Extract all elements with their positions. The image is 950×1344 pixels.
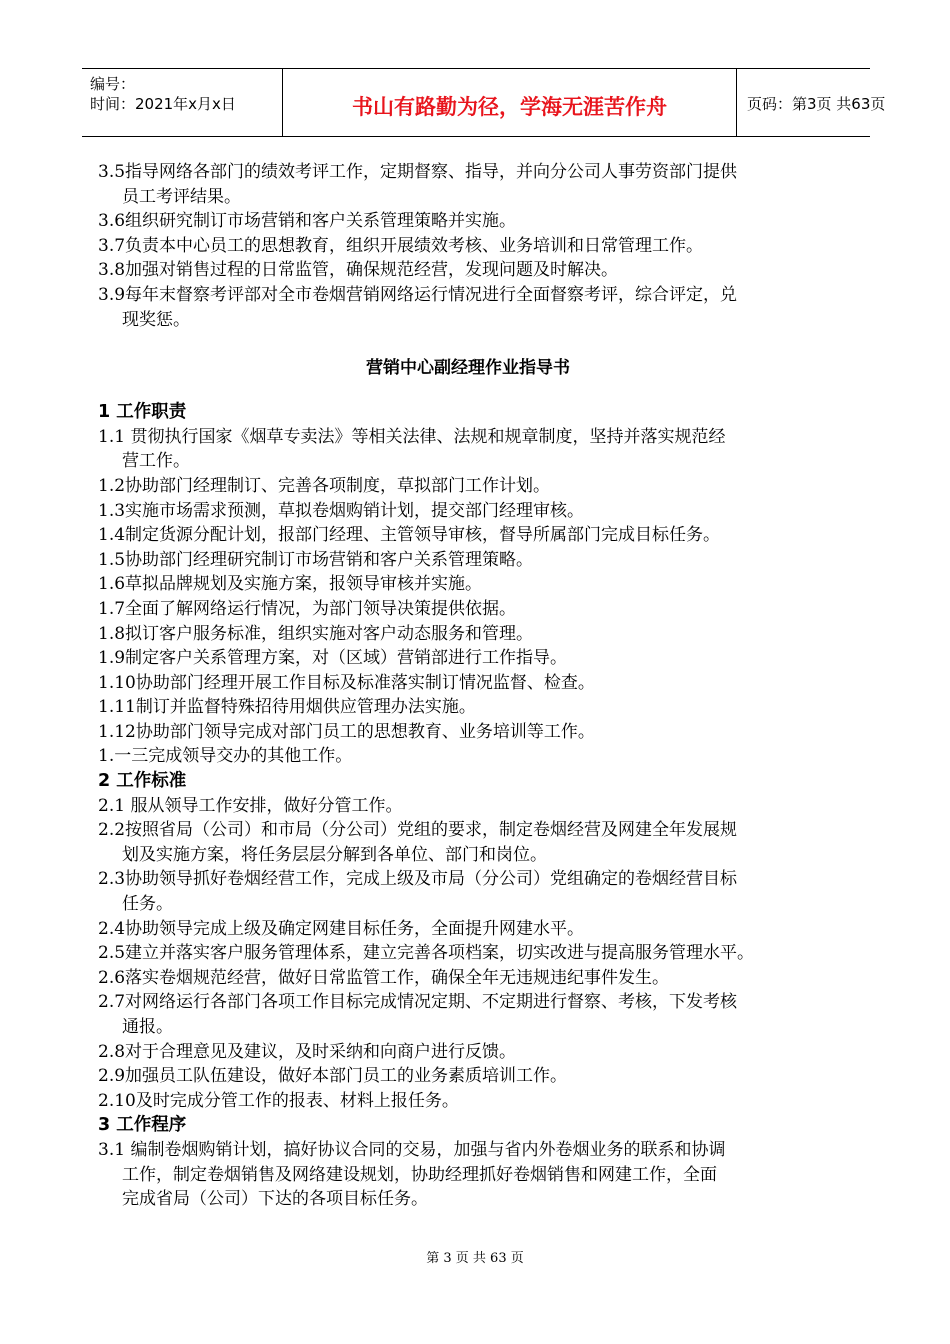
section-heading: 3 工作程序 xyxy=(98,1115,187,1136)
item-text: 制订并监督特殊招待用烟供应管理办法实施。 xyxy=(135,697,476,718)
item-continuation: 通报。 xyxy=(122,1017,173,1037)
item-text: 服从领导工作安排，做好分管工作。 xyxy=(130,795,403,816)
list-item xyxy=(98,572,838,597)
list-item xyxy=(98,966,838,991)
list-item xyxy=(98,1040,838,1065)
item-line xyxy=(98,1040,838,1065)
item-text: 制定客户关系管理方案，对（区域）营销部进行工作指导。 xyxy=(125,648,568,669)
list-item xyxy=(98,597,838,622)
item-line xyxy=(98,744,838,769)
item-text: 贯彻执行国家《烟草专卖法》等相关法律、法规和规章制度，坚持并落实规范经 xyxy=(130,426,726,447)
item-number: 2.7 xyxy=(98,992,126,1013)
item-text: 一三完成领导交办的其他工作。 xyxy=(114,746,353,767)
item-line xyxy=(98,474,838,499)
item-text: 负责本中心员工的思想教育，组织开展绩效考核、业务培训和日常管理工作。 xyxy=(125,235,704,256)
item-line xyxy=(98,234,838,259)
list-item xyxy=(98,818,838,867)
item-continuation: 员工考评结果。 xyxy=(122,186,241,207)
item-text: 协助领导抓好卷烟经营工作，完成上级及市局（分公司）党组确定的卷烟经营目标 xyxy=(125,869,738,890)
list-item xyxy=(98,283,838,332)
item-text: 草拟品牌规划及实施方案，报领导审核并实施。 xyxy=(125,574,483,595)
item-number: 2.8 xyxy=(98,1041,126,1062)
item-text: 协助部门经理研究制订市场营销和客户关系管理策略。 xyxy=(125,549,534,570)
document-body xyxy=(98,160,838,1212)
item-text: 拟订客户服务标准，组织实施对客户动态服务和管理。 xyxy=(125,623,534,644)
item-text: 指导网络各部门的绩效考评工作，定期督察、指导，并向分公司人事劳资部门提供 xyxy=(125,162,738,182)
item-text: 落实卷烟规范经营，做好日常监管工作，确保全年无违规违纪事件发生。 xyxy=(125,967,670,988)
item-number: 2.6 xyxy=(98,967,126,988)
item-line xyxy=(98,1138,838,1163)
list-item xyxy=(98,499,838,524)
item-text: 协助部门经理制订、完善各项制度，草拟部门工作计划。 xyxy=(125,475,551,496)
item-line xyxy=(98,425,838,450)
item-line xyxy=(98,283,838,308)
item-number: 2.4 xyxy=(98,918,126,939)
item-line xyxy=(98,990,838,1015)
item-text: 对网络运行各部门各项工作目标完成情况定期、不定期进行督察、考核，下发考核 xyxy=(125,992,738,1013)
item-number: 1.4 xyxy=(98,525,126,546)
item-number: 1.10 xyxy=(98,672,136,693)
item-text: 全面了解网络运行情况，为部门领导决策提供依据。 xyxy=(125,598,517,619)
item-number: 3.1 xyxy=(98,1139,131,1160)
item-continuation: 营工作。 xyxy=(122,451,190,472)
item-text: 组织研究制订市场营销和客户关系管理策略并实施。 xyxy=(125,211,517,232)
item-text: 建立并落实客户服务管理体系，建立完善各项档案，切实改进与提高服务管理水平。 xyxy=(125,943,755,964)
item-number: 1.8 xyxy=(98,623,126,644)
item-text: 加强员工队伍建设，做好本部门员工的业务素质培训工作。 xyxy=(125,1066,568,1087)
list-item xyxy=(98,1089,838,1114)
item-line xyxy=(98,818,838,843)
item-number: 2.5 xyxy=(98,943,126,964)
item-line xyxy=(98,695,838,720)
item-line xyxy=(98,258,838,283)
item-number: 1.1 xyxy=(98,426,131,447)
item-text: 每年末督察考评部对全市卷烟营销网络运行情况进行全面督察考评，综合评定，兑 xyxy=(125,284,738,305)
item-text: 及时完成分管工作的报表、材料上报任务。 xyxy=(135,1090,459,1111)
item-number: 3.9 xyxy=(98,284,126,305)
item-text: 协助部门经理开展工作目标及标准落实制订情况监督、检查。 xyxy=(135,672,595,693)
header-mid-cell xyxy=(282,69,737,136)
list-item xyxy=(98,160,838,209)
item-line xyxy=(98,794,838,819)
item-continuation: 划及实施方案，将任务层层分解到各单位、部门和岗位。 xyxy=(122,844,547,865)
item-continuation: 现奖惩。 xyxy=(122,309,190,330)
item-line xyxy=(98,572,838,597)
page-footer: 第 3 页 共 63 页 xyxy=(426,1251,524,1266)
item-number: 1.7 xyxy=(98,598,126,619)
list-item xyxy=(98,917,838,942)
list-item xyxy=(98,990,838,1039)
list-item xyxy=(98,474,838,499)
section-heading: 1 工作职责 xyxy=(98,402,187,423)
list-item xyxy=(98,234,838,259)
item-line xyxy=(98,671,838,696)
item-number: 2.10 xyxy=(98,1090,136,1111)
list-item xyxy=(98,867,838,916)
item-line xyxy=(98,917,838,942)
item-number: 1.11 xyxy=(98,697,136,718)
item-line xyxy=(98,966,838,991)
item-continuation: 工作，制定卷烟销售及网络建设规划，协助经理抓好卷烟销售和网建工作，全面 xyxy=(122,1164,717,1185)
time-label: 时间：2021年x月x日 xyxy=(90,95,236,113)
item-line xyxy=(98,523,838,548)
item-text: 加强对销售过程的日常监管，确保规范经营，发现问题及时解决。 xyxy=(125,260,619,281)
list-item xyxy=(98,794,838,819)
item-text: 按照省局（公司）和市局（分公司）党组的要求，制定卷烟经营及网建全年发展规 xyxy=(125,820,738,841)
item-continuation: 完成省局（公司）下达的各项目标任务。 xyxy=(122,1189,428,1210)
item-line xyxy=(98,499,838,524)
header-right-cell xyxy=(737,69,886,136)
item-number: 3.7 xyxy=(98,235,126,256)
item-line xyxy=(98,941,838,966)
list-item xyxy=(98,1064,838,1089)
item-number: 1.3 xyxy=(98,500,126,521)
item-text: 编制卷烟购销计划，搞好协议合同的交易，加强与省内外卷烟业务的联系和协调 xyxy=(130,1139,726,1160)
list-item xyxy=(98,425,838,474)
item-number: 2.9 xyxy=(98,1066,126,1087)
list-item xyxy=(98,209,838,234)
item-number: 3.6 xyxy=(98,211,126,232)
item-line xyxy=(98,720,838,745)
item-text: 制定货源分配计划，报部门经理、主管领导审核，督导所属部门完成目标任务。 xyxy=(125,525,721,546)
item-number: 1.9 xyxy=(98,648,126,669)
item-number: 1.2 xyxy=(98,475,126,496)
item-line xyxy=(98,867,838,892)
item-line xyxy=(98,1064,838,1089)
document-title: 营销中心副经理作业指导书 xyxy=(366,358,570,379)
item-number: 3.5 xyxy=(98,162,126,182)
item-number: 2.3 xyxy=(98,869,126,890)
item-text: 实施市场需求预测，草拟卷烟购销计划，提交部门经理审核。 xyxy=(125,500,585,521)
list-item xyxy=(98,258,838,283)
list-item xyxy=(98,941,838,966)
page-code: 页码：第3页 共63页 xyxy=(747,95,886,113)
list-item xyxy=(98,1138,838,1212)
item-text: 协助部门领导完成对部门员工的思想教育、业务培训等工作。 xyxy=(135,721,595,742)
item-line xyxy=(98,209,838,234)
item-line xyxy=(98,1089,838,1114)
item-number: 3.8 xyxy=(98,260,126,281)
item-text: 协助领导完成上级及确定网建目标任务，全面提升网建水平。 xyxy=(125,918,585,939)
list-item xyxy=(98,622,838,647)
header-left-cell xyxy=(82,69,282,136)
item-line xyxy=(98,622,838,647)
list-item xyxy=(98,523,838,548)
page-header xyxy=(82,68,886,137)
item-number: 1.6 xyxy=(98,574,126,595)
item-continuation: 任务。 xyxy=(122,894,173,915)
item-line xyxy=(98,548,838,573)
item-line xyxy=(98,160,838,185)
list-item xyxy=(98,548,838,573)
list-item xyxy=(98,646,838,671)
item-number: 2.2 xyxy=(98,820,126,841)
list-item xyxy=(98,744,838,769)
item-number: 2.1 xyxy=(98,795,131,816)
list-item xyxy=(98,695,838,720)
item-line xyxy=(98,597,838,622)
list-item xyxy=(98,671,838,696)
item-line xyxy=(98,646,838,671)
item-number: 1.5 xyxy=(98,549,126,570)
section-heading: 2 工作标准 xyxy=(98,771,187,792)
code-label: 编号： xyxy=(90,75,136,93)
item-number: 1.12 xyxy=(98,721,136,742)
list-item xyxy=(98,720,838,745)
item-text: 对于合理意见及建议，及时采纳和向商户进行反馈。 xyxy=(125,1041,517,1062)
motto: 书山有路勤为径，学海无涯苦作舟 xyxy=(352,95,667,119)
item-number: 1. xyxy=(98,746,115,767)
